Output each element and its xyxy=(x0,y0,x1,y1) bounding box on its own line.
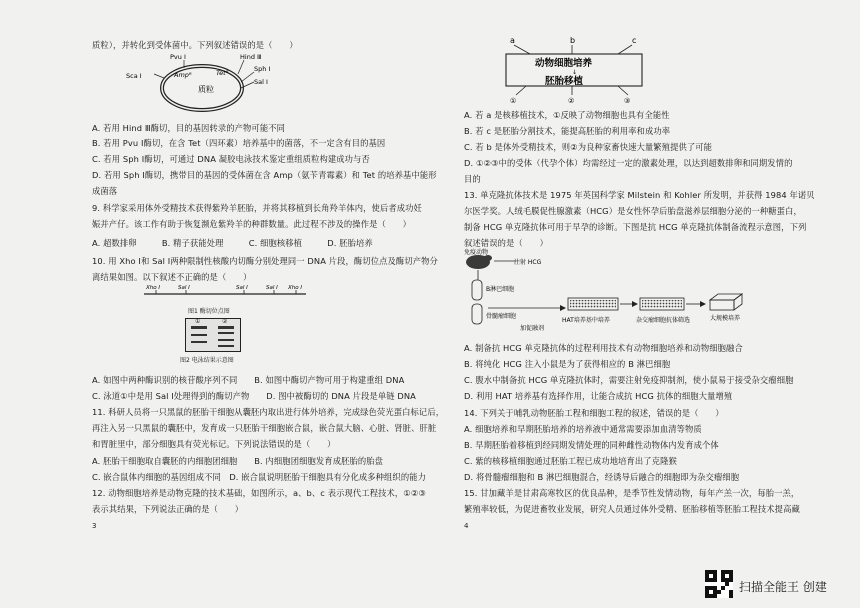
clone-letter-b: b xyxy=(570,36,576,45)
text-line: C. 腹水中制备抗 HCG 单克隆抗体时，需要注射免疫抑制剂，使小鼠易于接受杂交瘤细胞 xyxy=(464,375,794,385)
page-number-left: 3 xyxy=(92,522,97,530)
text-line: C. 嵌合鼠体内细胞的基因组成不同 D. 嵌合鼠说明胚胎干细胞具有分化成多种组织的能力 xyxy=(92,472,427,482)
gel-well-1 xyxy=(191,326,207,329)
plasmid-figure xyxy=(120,52,280,120)
hcg-label-hat: HAT培养基中培养 xyxy=(562,317,610,324)
text-line: 表示其结果，下列说法正确的是（ ） xyxy=(92,504,244,514)
text-line: D. 若用 Sph Ⅰ酶切，携带目的基因的受体菌在含 Amp（氨苄青霉素）和 Tet 的培养基中能形 xyxy=(92,170,437,180)
text-line: A. 超数排卵 B. 精子获能处理 C. 细胞核移植 D. 胚胎培养 xyxy=(92,238,373,248)
text-line: B. 早期胚胎着移植到经同期发情处理的同种雌性动物体内发育成个体 xyxy=(464,440,719,450)
clone-result-2: ② xyxy=(568,97,575,104)
map-site-2: Sal Ⅰ xyxy=(178,285,190,291)
text-line: 尔医学奖。人绒毛膜促性腺激素（HCG）是女性怀孕后胎盘滋养层细胞分泌的一种糖蛋白， xyxy=(464,206,802,216)
text-line: C. 紫的核移植细胞通过胚胎工程已成功地培育出了克隆猴 xyxy=(464,456,677,466)
text-line: 叙述错误的是（ ） xyxy=(464,238,548,248)
text-line: A. 制备抗 HCG 单克隆抗体的过程利用技术有动物细胞培养和动物细胞融合 xyxy=(464,343,743,353)
text-line: 成菌落 xyxy=(92,186,118,196)
page-number-right: 4 xyxy=(464,522,469,530)
hcg-diagram xyxy=(464,248,754,334)
text-line: A. 胚胎干细胞取自囊胚的内细胞团细胞 B. 内细胞团细胞发育成胚胎的胎盘 xyxy=(92,456,384,466)
text-line: 质粒），并转化到受体菌中。下列叙述错误的是（ ） xyxy=(92,40,298,50)
text-line: 繁殖率较低，为促进畜牧业发展，研究人员通过体外受精、胚胎移植等胚胎工程技术提高藏 xyxy=(464,504,800,514)
clone-result-1: ① xyxy=(510,97,517,104)
hcg-label-bcell: B淋巴细胞 xyxy=(486,286,515,293)
text-line: 9. 科学家采用体外受精技术获得紫羚羊胚胎，并将其移植到长角羚羊体内，使后者成功妊 xyxy=(92,203,422,213)
text-line: 15. 甘加藏羊是甘肃高寒牧区的优良品种，是季节性发情动物，每年产羔一次，每胎一羔， xyxy=(464,488,800,498)
plasmid-gene-tet: Tetᴿ xyxy=(216,69,229,77)
text-line: D. ①②③中的受体（代孕个体）均需经过一定的激素处理，以达到超数排卵和同期发情的 xyxy=(464,158,793,168)
enzyme-map-caption: 图1 酶切位点图 xyxy=(188,308,230,315)
gel-caption: 图2 电泳结果示意图 xyxy=(180,357,234,364)
plasmid-site-sca: Sca Ⅰ xyxy=(126,72,142,80)
qr-code-icon xyxy=(705,570,733,598)
text-line: 11. 科研人员将一只黑鼠的胚胎干细胞从囊胚内取出进行体外培养，完成绿色荧光蛋白标记后， xyxy=(92,407,445,417)
text-line: A. 若用 Hind Ⅲ酶切，目的基因转录的产物可能不同 xyxy=(92,123,286,133)
map-site-4: Sal Ⅰ xyxy=(266,285,278,291)
gel-band xyxy=(218,339,234,341)
plasmid-site-sal: Sal Ⅰ xyxy=(254,78,268,86)
clone-result-3: ③ xyxy=(624,97,631,104)
text-line: D. 将骨髓瘤细胞和 B 淋巴细胞混合，经诱导后融合的细胞即为杂交瘤细胞 xyxy=(464,472,740,482)
clone-box-arrow: ↓ xyxy=(572,69,578,76)
hcg-label-culture: 大规模培养 xyxy=(710,315,741,322)
text-line: B. 若 c 是胚胎分割技术，能提高胚胎的利用率和成功率 xyxy=(464,126,671,136)
hcg-label-fusion: 加促融剂 xyxy=(520,325,545,332)
text-line: 13. 单克隆抗体技术是 1975 年英国科学家 Milstein 和 Kohler 所发明，并获得 1984 年诺贝 xyxy=(464,190,815,200)
clone-letter-c: c xyxy=(632,36,637,45)
text-line: 10. 用 Xho Ⅰ和 Sal Ⅰ两种限制性核酸内切酶分别处理同一 DNA 片段，酶切位点及酶切产物分 xyxy=(92,256,438,266)
scanner-watermark xyxy=(705,570,855,600)
text-line: 离结果如图。以下叙述不正确的是（ ） xyxy=(92,272,252,282)
text-line: D. 利用 HAT 培养基有选择作用，让能合成抗 HCG 抗体的细胞大量增殖 xyxy=(464,391,733,401)
text-line: C. 若用 Sph Ⅰ酶切，可通过 DNA 凝胶电泳技术鉴定重组质粒构建成功与否 xyxy=(92,154,370,164)
map-site-1: Xho Ⅰ xyxy=(146,285,160,291)
gel-figure xyxy=(185,318,241,352)
text-line: 娠并产仔。该工作有助于恢复濒危紫羚羊的种群数量。此过程不涉及的操作是（ ） xyxy=(92,219,412,229)
text-line: 再注入另一只黑鼠的囊胚中，发育成一只胚胎干细胞嵌合鼠，嵌合鼠大脑、心脏、肾脏、肝脏 xyxy=(92,423,437,433)
map-site-3: Sal Ⅰ xyxy=(236,285,248,291)
gel-band xyxy=(191,341,207,343)
watermark-text: 扫描全能王 创建 xyxy=(739,580,827,594)
gel-band xyxy=(218,345,234,347)
text-line: 14. 下列关于哺乳动物胚胎工程和细胞工程的叙述，错误的是（ ） xyxy=(464,408,724,418)
hcg-label-inject: 注射 HCG xyxy=(514,259,542,266)
text-line: C. 若 b 是体外受精技术，则②为良种家畜快速大量繁殖提供了可能 xyxy=(464,142,713,152)
text-line: A. 若 a 是核移植技术，①反映了动物细胞也具有全能性 xyxy=(464,110,670,120)
text-line: 和胃脏里中，部分细胞具有荧光标记。下列说法错误的是（ ） xyxy=(92,439,336,449)
enzyme-site-map xyxy=(140,282,310,304)
clone-box-line-1: 动物细胞培养 xyxy=(535,58,593,69)
text-line: B. 将纯化 HCG 注入小鼠是为了获得相应的 B 淋巴细胞 xyxy=(464,359,671,369)
clone-letter-a: a xyxy=(510,36,515,45)
text-line: C. 泳道①中是用 Sal Ⅰ处理得到的酶切产物 D. 图中被酶切的 DNA 片段是单链 DNA xyxy=(92,391,416,401)
hcg-label-myeloma: 骨髓瘤细胞 xyxy=(486,313,517,320)
plasmid-gene-amp: Ampᴿ xyxy=(174,71,192,79)
hcg-label-mouse: 免疫动物 xyxy=(464,249,489,256)
text-line: 12. 动物细胞培养是动物克隆的技术基础，如图所示，a、b、c 表示现代工程技术，①②③ xyxy=(92,488,426,498)
plasmid-site-hind: Hind Ⅲ xyxy=(240,53,262,61)
hcg-label-screen: 杂交瘤细胞抗体筛选 xyxy=(636,317,691,324)
clone-box-line-2: 胚胎移植 xyxy=(545,76,584,87)
plasmid-site-pvu: Pvu Ⅰ xyxy=(170,53,186,61)
clone-diagram xyxy=(500,34,650,104)
gel-lane-2-label: ② xyxy=(222,318,228,325)
gel-band xyxy=(218,332,234,334)
text-line: B. 若用 Pvu Ⅰ酶切，在含 Tet（四环素）培养基中的菌落，不一定含有目的基因 xyxy=(92,138,386,148)
gel-well-2 xyxy=(218,326,234,329)
text-line: 制备 HCG 单克隆抗体可用于早孕的诊断。下图是抗 HCG 单克隆抗体制备流程示意图，下列 xyxy=(464,222,807,232)
plasmid-site-sph: Sph Ⅰ xyxy=(254,65,271,73)
text-line: A. 如图中两种酶识别的核苷酸序列不同 B. 如图中酶切产物可用于构建重组 DNA xyxy=(92,375,405,385)
gel-lane-1-label: ① xyxy=(195,318,201,325)
plasmid-center-label: 质粒 xyxy=(198,85,214,94)
text-line: A. 细胞培养和早期胚胎培养的培养液中通常需要添加血清等物质 xyxy=(464,424,702,434)
gel-band xyxy=(191,334,207,336)
right-page xyxy=(440,0,860,608)
map-site-5: Xho Ⅰ xyxy=(288,285,302,291)
text-line: 目的 xyxy=(464,174,481,184)
